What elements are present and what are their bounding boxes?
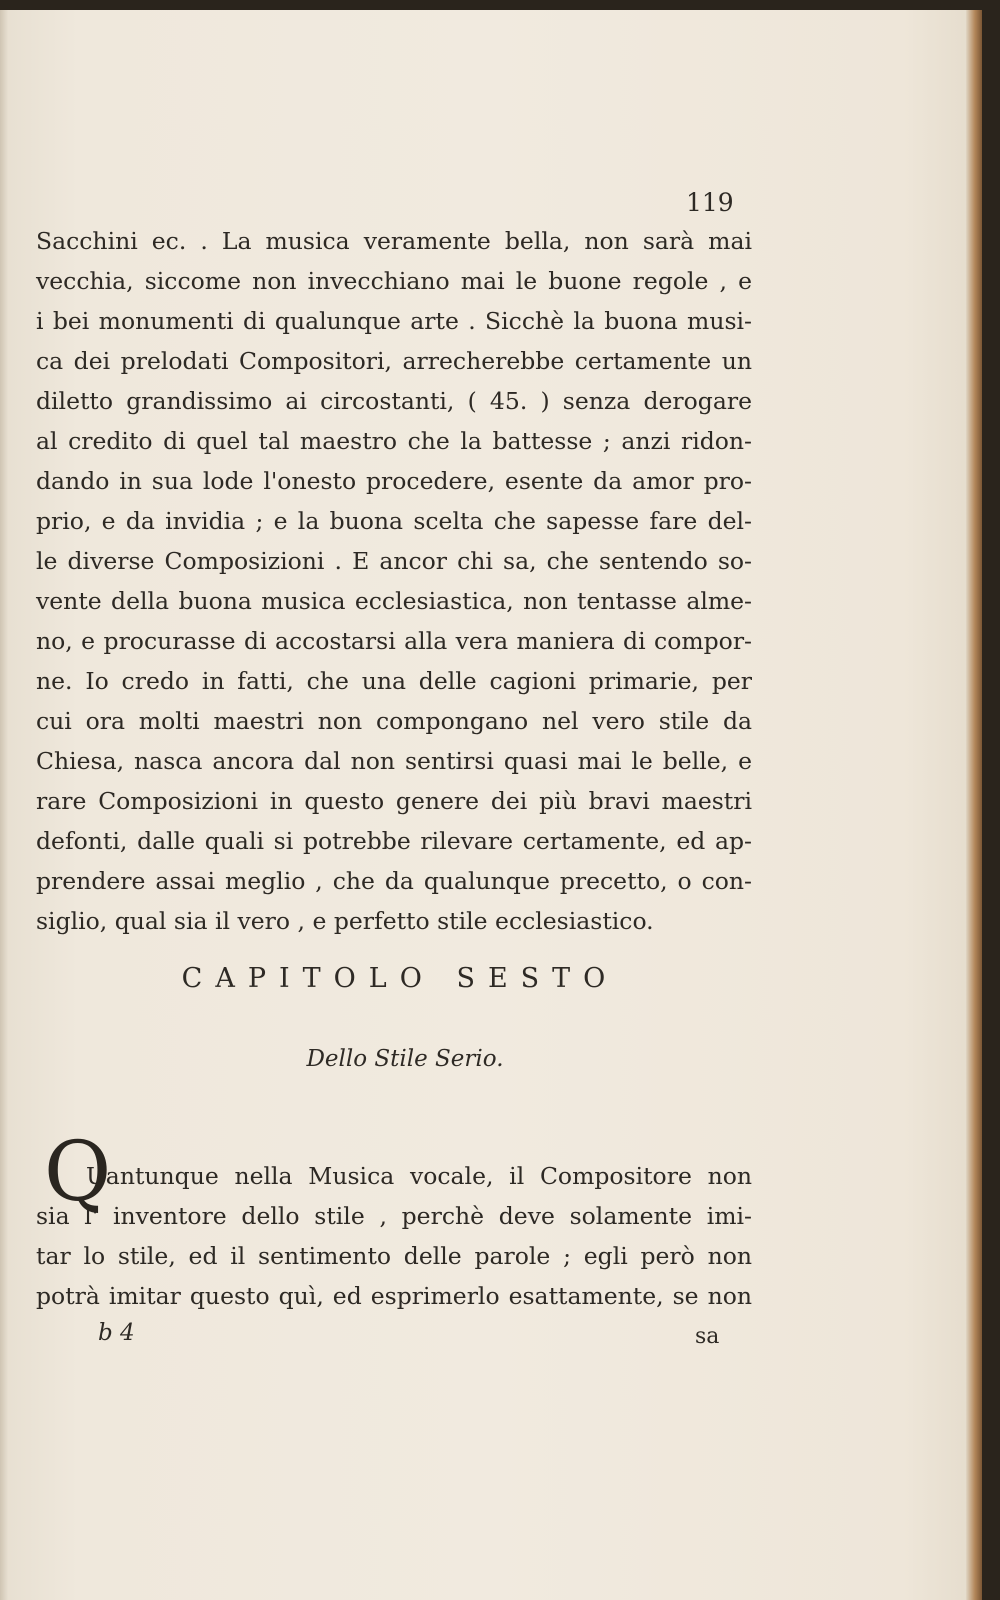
text-line: sia l' inventore dello stile , perchè deve solamente imi- xyxy=(36,1202,752,1230)
text-line: vente della buona musica ecclesiastica, non tentasse alme- xyxy=(36,587,752,615)
page-edge xyxy=(966,10,982,1600)
book-page xyxy=(0,10,982,1600)
catchword: sa xyxy=(695,1324,720,1349)
chapter-subtitle: Dello Stile Serio. xyxy=(306,1046,504,1072)
text-line: Uantunque nella Musica vocale, il Compositore non xyxy=(86,1162,752,1190)
text-line: Chiesa, nasca ancora dal non sentirsi quasi mai le belle, e xyxy=(36,747,752,775)
drop-cap: Q xyxy=(44,1125,112,1220)
text-line: tar lo stile, ed il sentimento delle parole ; egli però non xyxy=(36,1242,752,1270)
text-line: ne. Io credo in fatti, che una delle cagioni primarie, per xyxy=(36,667,752,695)
paragraph-1 xyxy=(36,221,752,941)
text-line: prio, e da invidia ; e la buona scelta che sapesse fare del- xyxy=(36,507,752,535)
text-line: cui ora molti maestri non compongano nel vero stile da xyxy=(36,707,752,735)
text-line: potrà imitar questo quì, ed esprimerlo esattamente, se non xyxy=(36,1282,752,1310)
text-line: dando in sua lode l'onesto procedere, esente da amor pro- xyxy=(36,467,752,495)
page-number: 119 xyxy=(686,188,734,217)
text-line: i bei monumenti di qualunque arte . Sicchè la buona musi- xyxy=(36,307,752,335)
text-line: siglio, qual sia il vero , e perfetto stile ecclesiastico. xyxy=(36,907,654,935)
text-line: ca dei prelodati Compositori, arrecherebbe certamente un xyxy=(36,347,752,375)
paragraph-2 xyxy=(36,1125,752,1316)
text-line: prendere assai meglio , che da qualunque precetto, o con- xyxy=(36,867,752,895)
text-line: vecchia, siccome non invecchiano mai le buone regole , e xyxy=(36,267,752,295)
text-line: Sacchini ec. . La musica veramente bella, non sarà mai xyxy=(36,227,752,255)
text-line: no, e procurasse di accostarsi alla vera maniera di compor- xyxy=(36,627,752,655)
signature-mark: b 4 xyxy=(98,1320,135,1346)
text-line: defonti, dalle quali si potrebbe rilevare certamente, ed ap- xyxy=(36,827,752,855)
page-binding-shadow xyxy=(0,10,8,1600)
text-line: diletto grandissimo ai circostanti, ( 45. ) senza derogare xyxy=(36,387,752,415)
text-line: al credito di quel tal maestro che la battesse ; anzi ridon- xyxy=(36,427,752,455)
chapter-heading: CAPITOLO SESTO xyxy=(181,963,619,994)
text-line: le diverse Composizioni . E ancor chi sa, che sentendo so- xyxy=(36,547,752,575)
text-line: rare Composizioni in questo genere dei più bravi maestri xyxy=(36,787,752,815)
